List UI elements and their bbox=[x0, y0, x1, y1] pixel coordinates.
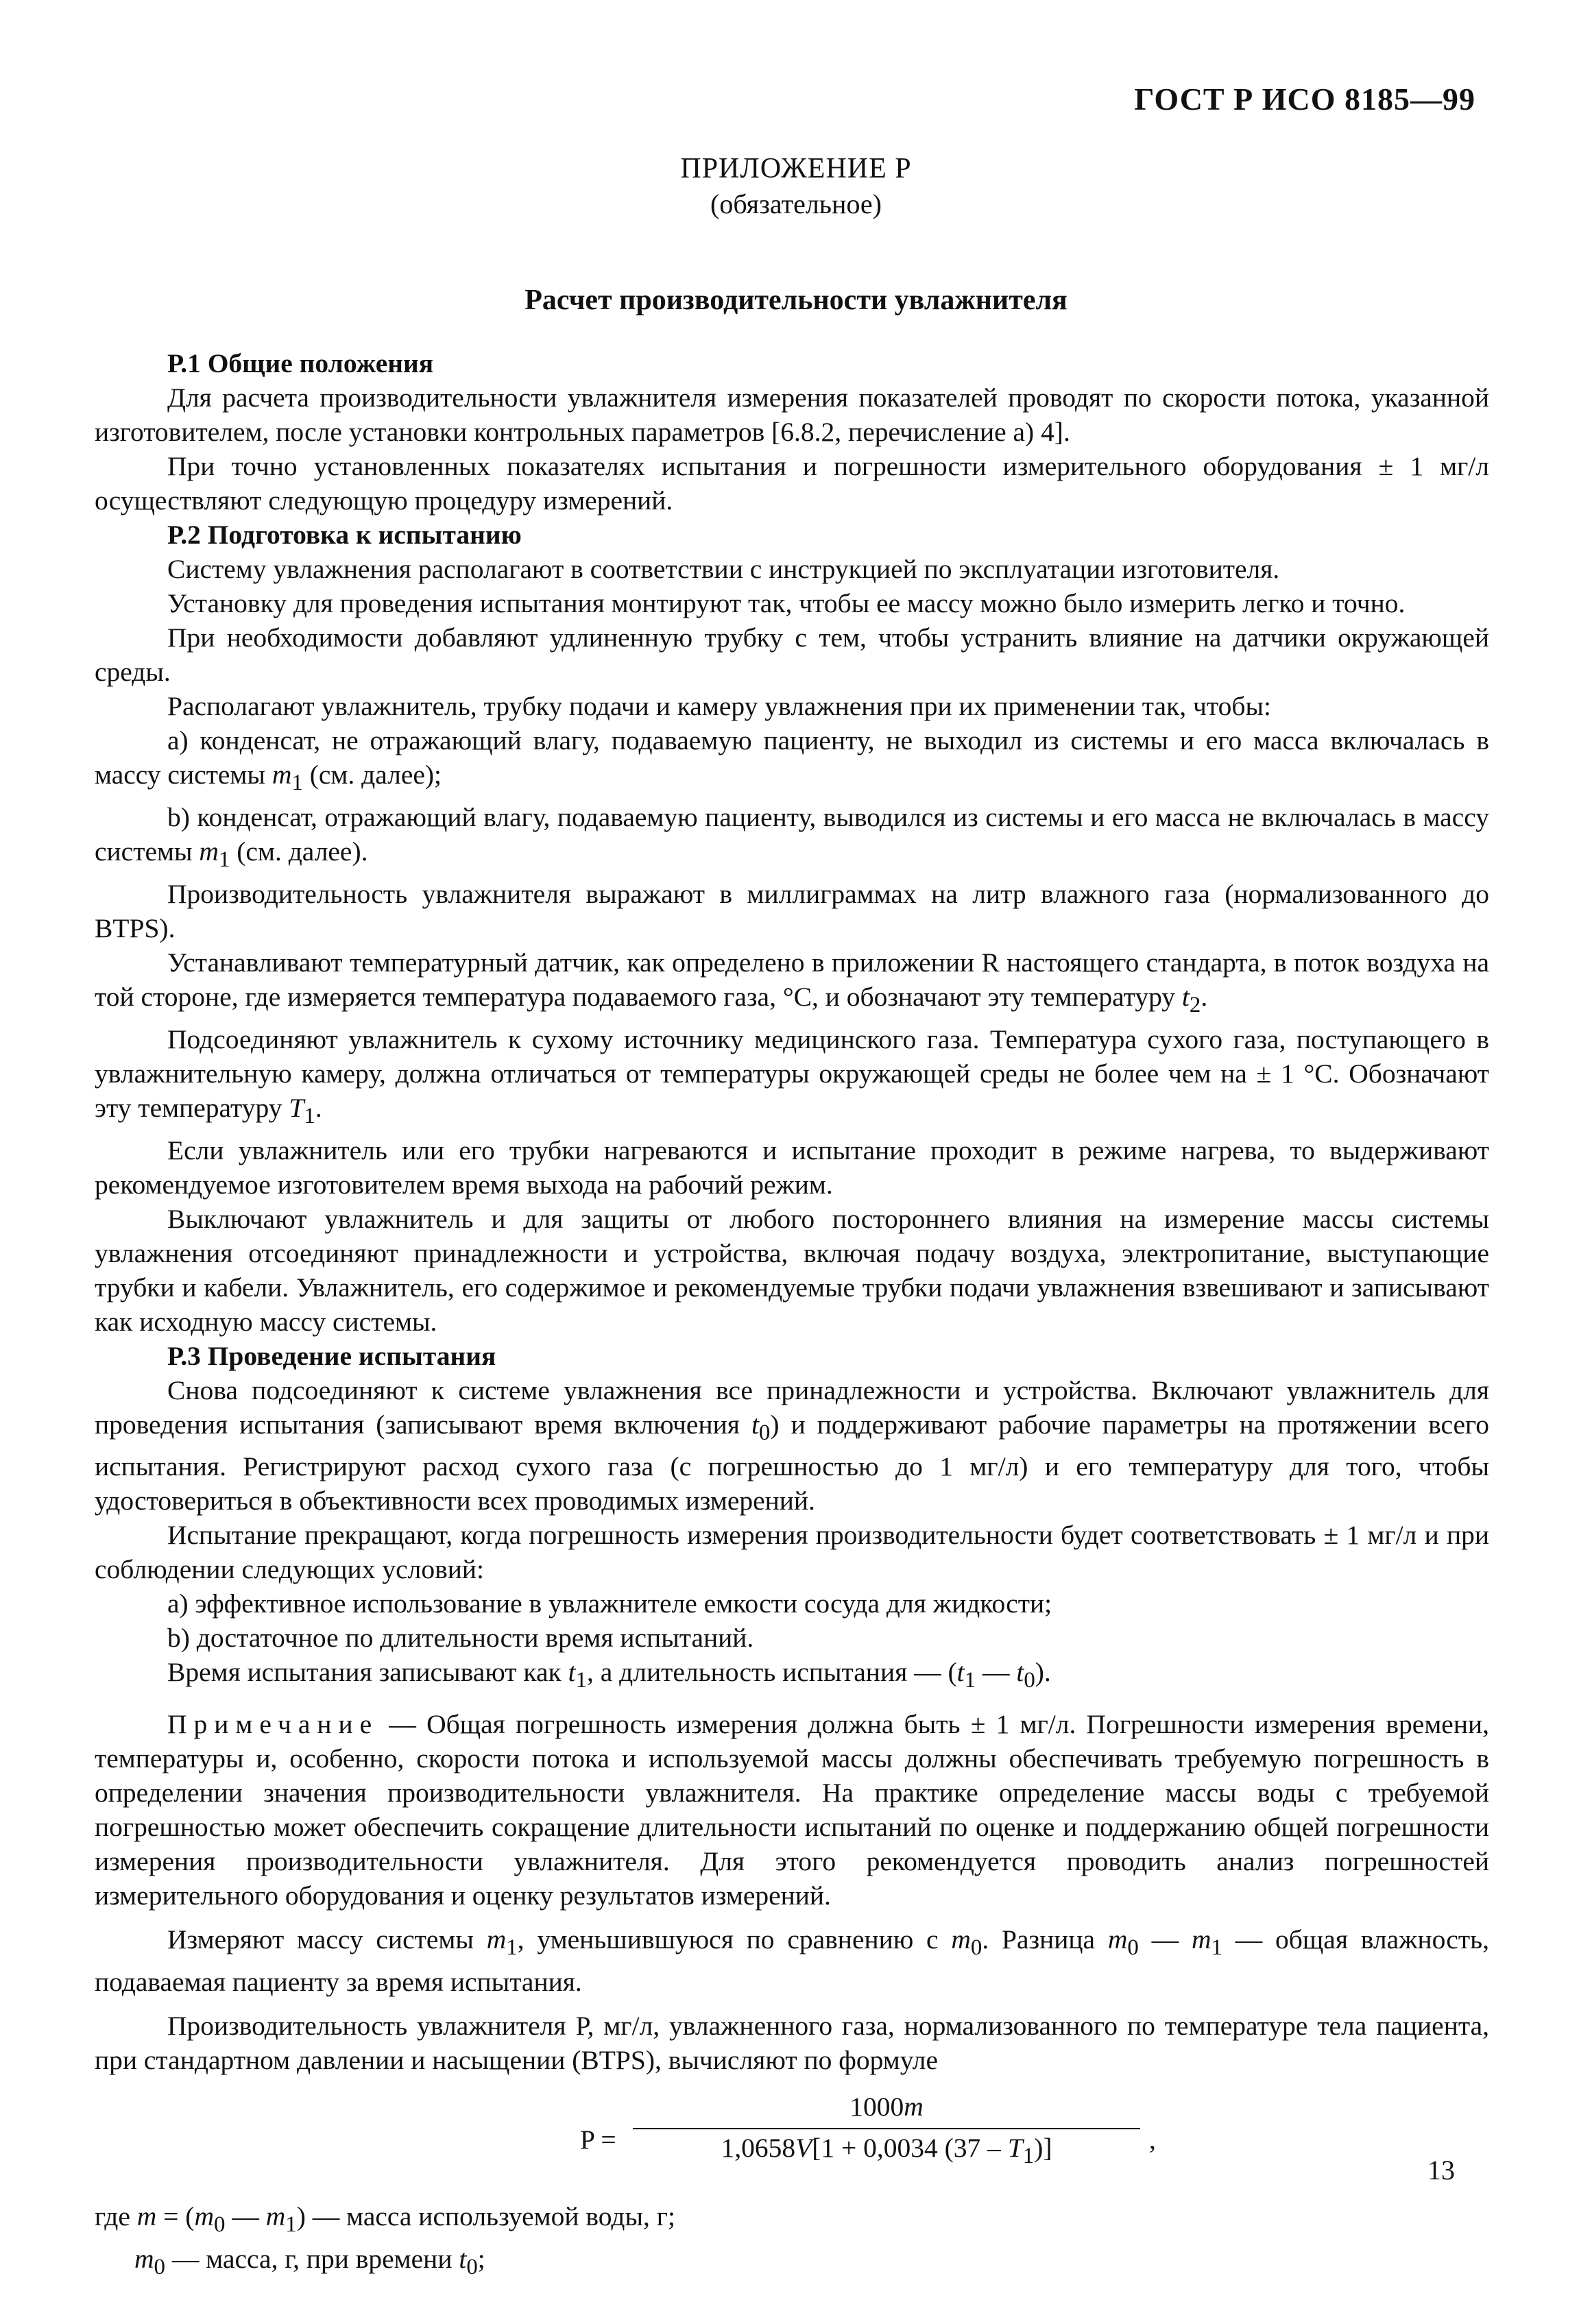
paragraph: Производительность увлажнителя Р, мг/л, увлажненного газа, нормализованного по температуре тела пациента, при стандартном давлении и насыщении (BTPS), вычисляют по формуле bbox=[95, 2011, 1489, 2076]
note-label: Примечание bbox=[167, 1709, 379, 1740]
paragraph: Для расчета производительности увлажнителя измерения показателей проводят по скорости потока, указанной изготовителем, после установки контрольных параметров [6.8.2, перечисление а) 4]. bbox=[95, 383, 1489, 447]
page-number: 13 bbox=[1427, 2155, 1455, 2186]
formula-fraction bbox=[633, 2090, 1140, 2173]
appendix-title: ПРИЛОЖЕНИЕ Р bbox=[680, 153, 912, 184]
heading-p3: Р.3 Проведение испытания bbox=[167, 1340, 496, 1371]
heading-p2: Р.2 Подготовка к испытанию bbox=[167, 520, 522, 550]
paragraph: Подсоединяют увлажнитель к сухому источнику медицинского газа. Температура сухого газа, поступающего в увлажнительную камеру, должна отличаться от температуры окружающей среды не более чем на ± 1 °С. Обозначают эту температуру $T_1$. bbox=[95, 1024, 1489, 1128]
paragraph: Производительность увлажнителя выражают в миллиграммах на литр влажного газа (нормализованного до BTPS). bbox=[95, 878, 1489, 943]
where-line-2: $m_0$ — масса, г, при времени $t_0$; bbox=[134, 2244, 485, 2280]
paragraph: Время испытания записывают как $t_1$, а длительность испытания — ($t_1$ — $t_0$). bbox=[167, 1657, 1051, 1693]
formula-denominator: 1,0658V[1 + 0,0034 $(37 - T_1)$] bbox=[721, 2133, 1052, 2169]
list-item-b: b) конденсат, отражающий влагу, подаваемую пациенту, выводился из системы и его масса не включалась в массу системы $m_1$ (см. далее). bbox=[95, 801, 1489, 872]
paragraph: При необходимости добавляют удлиненную трубку с тем, чтобы устранить влияние на датчики окружающей среды. bbox=[95, 622, 1489, 687]
list-item-a: а) конденсат, не отражающий влагу, подаваемую пациенту, не выходил из системы и его масса включалась в массу системы $m_1$ (см. далее); bbox=[95, 725, 1489, 795]
section-title: Расчет производительности увлажнителя bbox=[524, 285, 1068, 316]
paragraph: Испытание прекращают, когда погрешность измерения производительности будет соответствовать ± 1 мг/л и при соблюдении следующих условий: bbox=[95, 1520, 1489, 1585]
document-body bbox=[95, 346, 1489, 2284]
paragraph: Измеряют массу системы $m_1$, уменьшившуюся по сравнению с $m_0$. Разница $m_0$ — $m_1$ — общая влажность, подаваемая пациенту за время испытания. bbox=[95, 1924, 1490, 1998]
paragraph: Систему увлажнения располагают в соответствии с инструкцией по эксплуатации изготовителя. bbox=[167, 554, 1280, 584]
formula-numerator: 1000m bbox=[633, 2090, 1140, 2129]
formula-comma: , bbox=[1149, 2125, 1156, 2155]
paragraph: Устанавливают температурный датчик, как определено в приложении R настоящего стандарта, в поток воздуха на той стороне, где измеряется температура подаваемого газа, °С, и обозначают эту температуру $t_2$. bbox=[95, 947, 1489, 1017]
paragraph: Выключают увлажнитель и для защиты от любого постороннего влияния на измерение массы системы увлажнения отсоединяют принадлежности и устройства, включая подачу воздуха, электропитание, выступающие трубки и кабели. Увлажнитель, его содержимое и рекомендуемые трубки подачи увлажнения взвешивают и записывают как исходную массу системы. bbox=[95, 1203, 1489, 1337]
list-item-b: b) достаточное по длительности время испытаний. bbox=[167, 1623, 754, 1654]
where-line-1: где $m = (m_0$ — $m_1$) — масса используемой воды, г; bbox=[95, 2201, 675, 2238]
standard-number: ГОСТ Р ИСО 8185—99 bbox=[1134, 82, 1475, 117]
paragraph: Установку для проведения испытания монтируют так, чтобы ее массу можно было измерить легко и точно. bbox=[167, 588, 1406, 618]
paragraph: Если увлажнитель или его трубки нагреваются и испытание проходит в режиме нагрева, то выдерживают рекомендуемое изготовителем время выхода на рабочий режим. bbox=[95, 1135, 1489, 1200]
paragraph: При точно установленных показателях испытания и погрешности измерительного оборудования ± 1 мг/л осуществляют следующую процедуру измерений. bbox=[95, 451, 1489, 516]
note: Примечание — Общая погрешность измерения должна быть ± 1 мг/л. Погрешности измерения времени, температуры и, особенно, скорости потока и используемой массы должны обеспечивать требуемую погрешность в определении значения производительности увлажнителя. На практике определение массы воды с требуемой погрешностью может обеспечить сокращение длительности испытаний по оценке и поддержанию общей погрешности измерения производительности увлажнителя. Для этого рекомендуется проводить анализ погрешностей измерительного оборудования и оценку результатов измерений. bbox=[95, 1709, 1489, 1911]
paragraph: Располагают увлажнитель, трубку подачи и камеру увлажнения при их применении так, чтобы: bbox=[167, 691, 1271, 721]
paragraph: Снова подсоединяют к системе увлажнения все принадлежности и устройства. Включают увлажнитель для проведения испытания (записывают время включения $t_0$) и поддерживают рабочие параметры на протяжении всего испытания. Регистрируют расход сухого газа (с погрешностью до 1 мг/л) и его температуру для того, чтобы удостовериться в объективности всех проводимых измерений. bbox=[95, 1375, 1489, 1516]
formula bbox=[95, 2090, 1489, 2192]
list-item-a: а) эффективное использование в увлажнителе емкости сосуда для жидкости; bbox=[167, 1588, 1052, 1619]
heading-p1: Р.1 Общие положения bbox=[167, 348, 434, 378]
appendix-status: (обязательное) bbox=[710, 189, 882, 219]
formula-lhs: P = bbox=[580, 2125, 616, 2155]
